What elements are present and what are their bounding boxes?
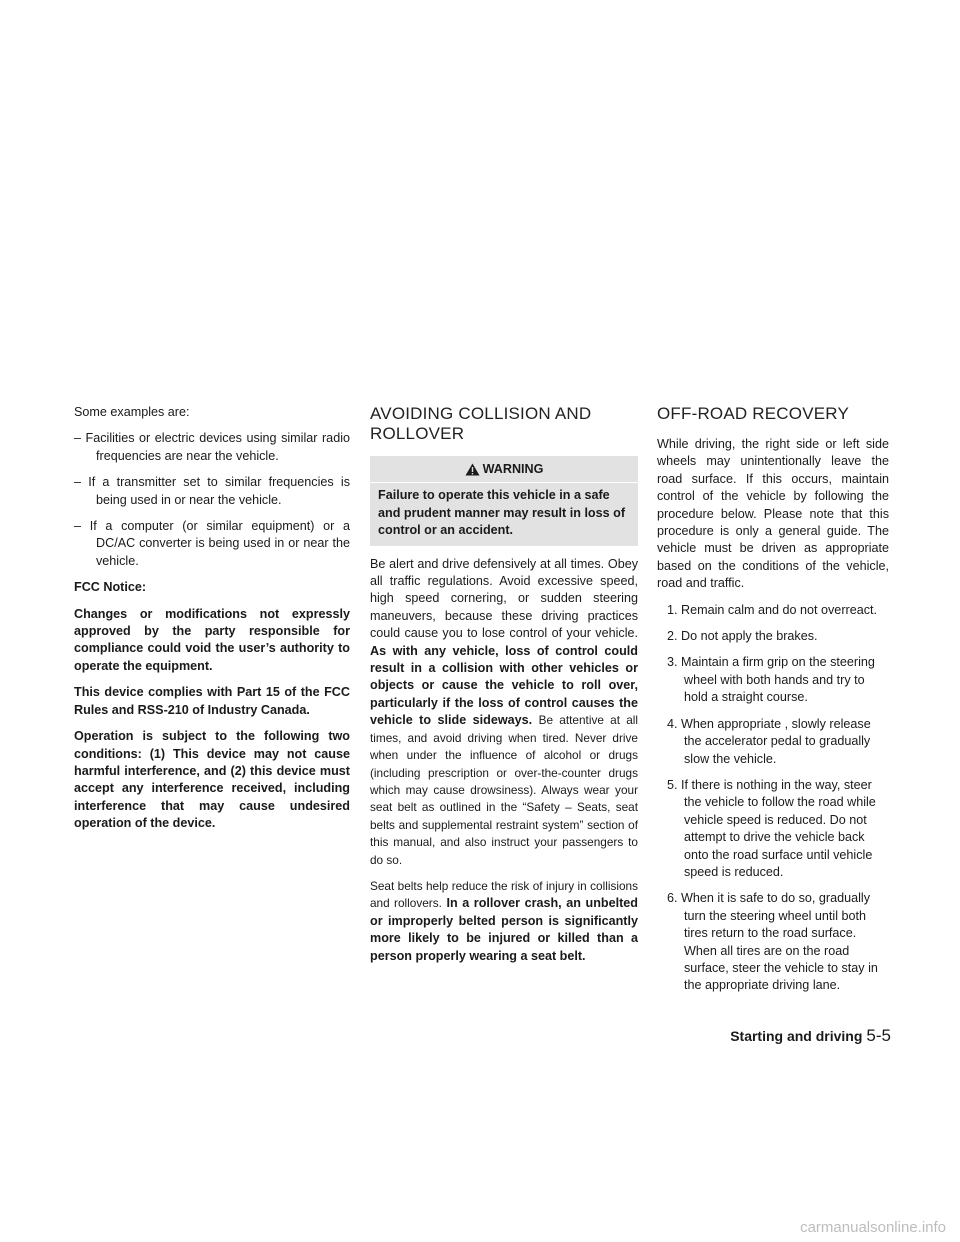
watermark: carmanualsonline.info	[800, 1219, 946, 1236]
body-text: Be attentive at all times, and avoid driving when tired. Never drive when under the influence of alcohol or drugs (including prescription or over-the-counter drugs which may cause drowsiness). Always wear your seat belt as outlined in the “Safety – Seats, seat belts and supplemental restraint system” section of this manual, and also instruct your passengers to do so.	[370, 713, 639, 867]
section-heading: OFF-ROAD RECOVERY	[657, 404, 849, 423]
list-item: – If a transmitter set to similar frequencies is being used in or near the vehicle.	[74, 475, 350, 507]
list-item: 1. Remain calm and do not overreact.	[667, 602, 878, 617]
column-right	[657, 404, 889, 1004]
list-item: 5. If there is nothing in the way, steer the vehicle to follow the road while vehicle speed is reduced. Do not attempt to drive the vehicle back onto the road surface until vehicle speed is reduced.	[667, 777, 876, 879]
section-name: Starting and driving	[730, 1028, 863, 1044]
body-bold-text: As with any vehicle, loss of control could result in a collision with other vehicles or objects or cause the vehicle to roll over, particularly if the loss of control causes the vehicle to slide sideways.	[370, 643, 638, 728]
body-text: Seat belts help reduce the risk of injury in collisions and rollovers.	[370, 878, 638, 911]
fcc-paragraph: This device complies with Part 15 of the FCC Rules and RSS-210 of Industry Canada.	[74, 685, 350, 717]
list-item: 3. Maintain a firm grip on the steering wheel with both hands and try to hold a straight course.	[667, 655, 875, 705]
warning-header	[370, 456, 638, 483]
fcc-paragraph: Changes or modifications not expressly approved by the party responsible for compliance could void the user’s authority to operate the equipment.	[74, 606, 350, 673]
list-item: 6. When it is safe to do so, gradually turn the steering wheel until both tires return to the road surface. When all tires are on the road surface, steer the vehicle to stay in the appropriate driving lane.	[667, 891, 878, 993]
body-bold-text: In a rollover crash, an unbelted or improperly belted person is significantly more likely to be injured or killed than a person properly wearing a seat belt.	[370, 896, 638, 963]
column-middle	[370, 404, 638, 974]
section-heading: AVOIDING COLLISION AND ROLLOVER	[370, 404, 592, 443]
fcc-heading: FCC Notice:	[74, 580, 147, 595]
body-paragraph	[370, 556, 638, 869]
fcc-paragraph: Operation is subject to the following two conditions: (1) This device may not cause harmful interference, and (2) this device must accept any interference received, including interference that may cause undesired operation of the device.	[74, 729, 350, 831]
body-text: Be alert and drive defensively at all times. Obey all traffic regulations. Avoid excessive speed, high speed cornering, or sudden steering maneuvers, because these driving practices could cause you to lose control of your vehicle.	[370, 556, 638, 641]
page-footer	[661, 1026, 891, 1046]
warning-triangle-icon	[465, 463, 480, 476]
column-left	[74, 404, 350, 842]
page-number: 5-5	[866, 1026, 891, 1045]
warning-label: WARNING	[482, 462, 544, 476]
list-item: 2. Do not apply the brakes.	[667, 629, 818, 644]
list-item: – If a computer (or similar equipment) or a DC/AC converter is being used in or near the vehicle.	[74, 519, 350, 568]
warning-text: Failure to operate this vehicle in a safe and prudent manner may result in loss of control or an accident.	[378, 488, 626, 538]
warning-box	[370, 456, 638, 546]
body-paragraph	[370, 878, 638, 965]
examples-intro: Some examples are:	[74, 405, 190, 419]
body-paragraph: While driving, the right side or left side wheels may unintentionally leave the road surface. If this occurs, maintain control of the vehicle by following the procedure below. Please note that this procedure is only a general guide. The vehicle must be driven as appropriate based on the conditions of the vehicle, road and traffic.	[657, 437, 889, 591]
list-item: – Facilities or electric devices using similar radio frequencies are near the vehicle.	[74, 431, 350, 463]
list-item: 4. When appropriate , slowly release the accelerator pedal to gradually slow the vehicle.	[667, 716, 871, 766]
